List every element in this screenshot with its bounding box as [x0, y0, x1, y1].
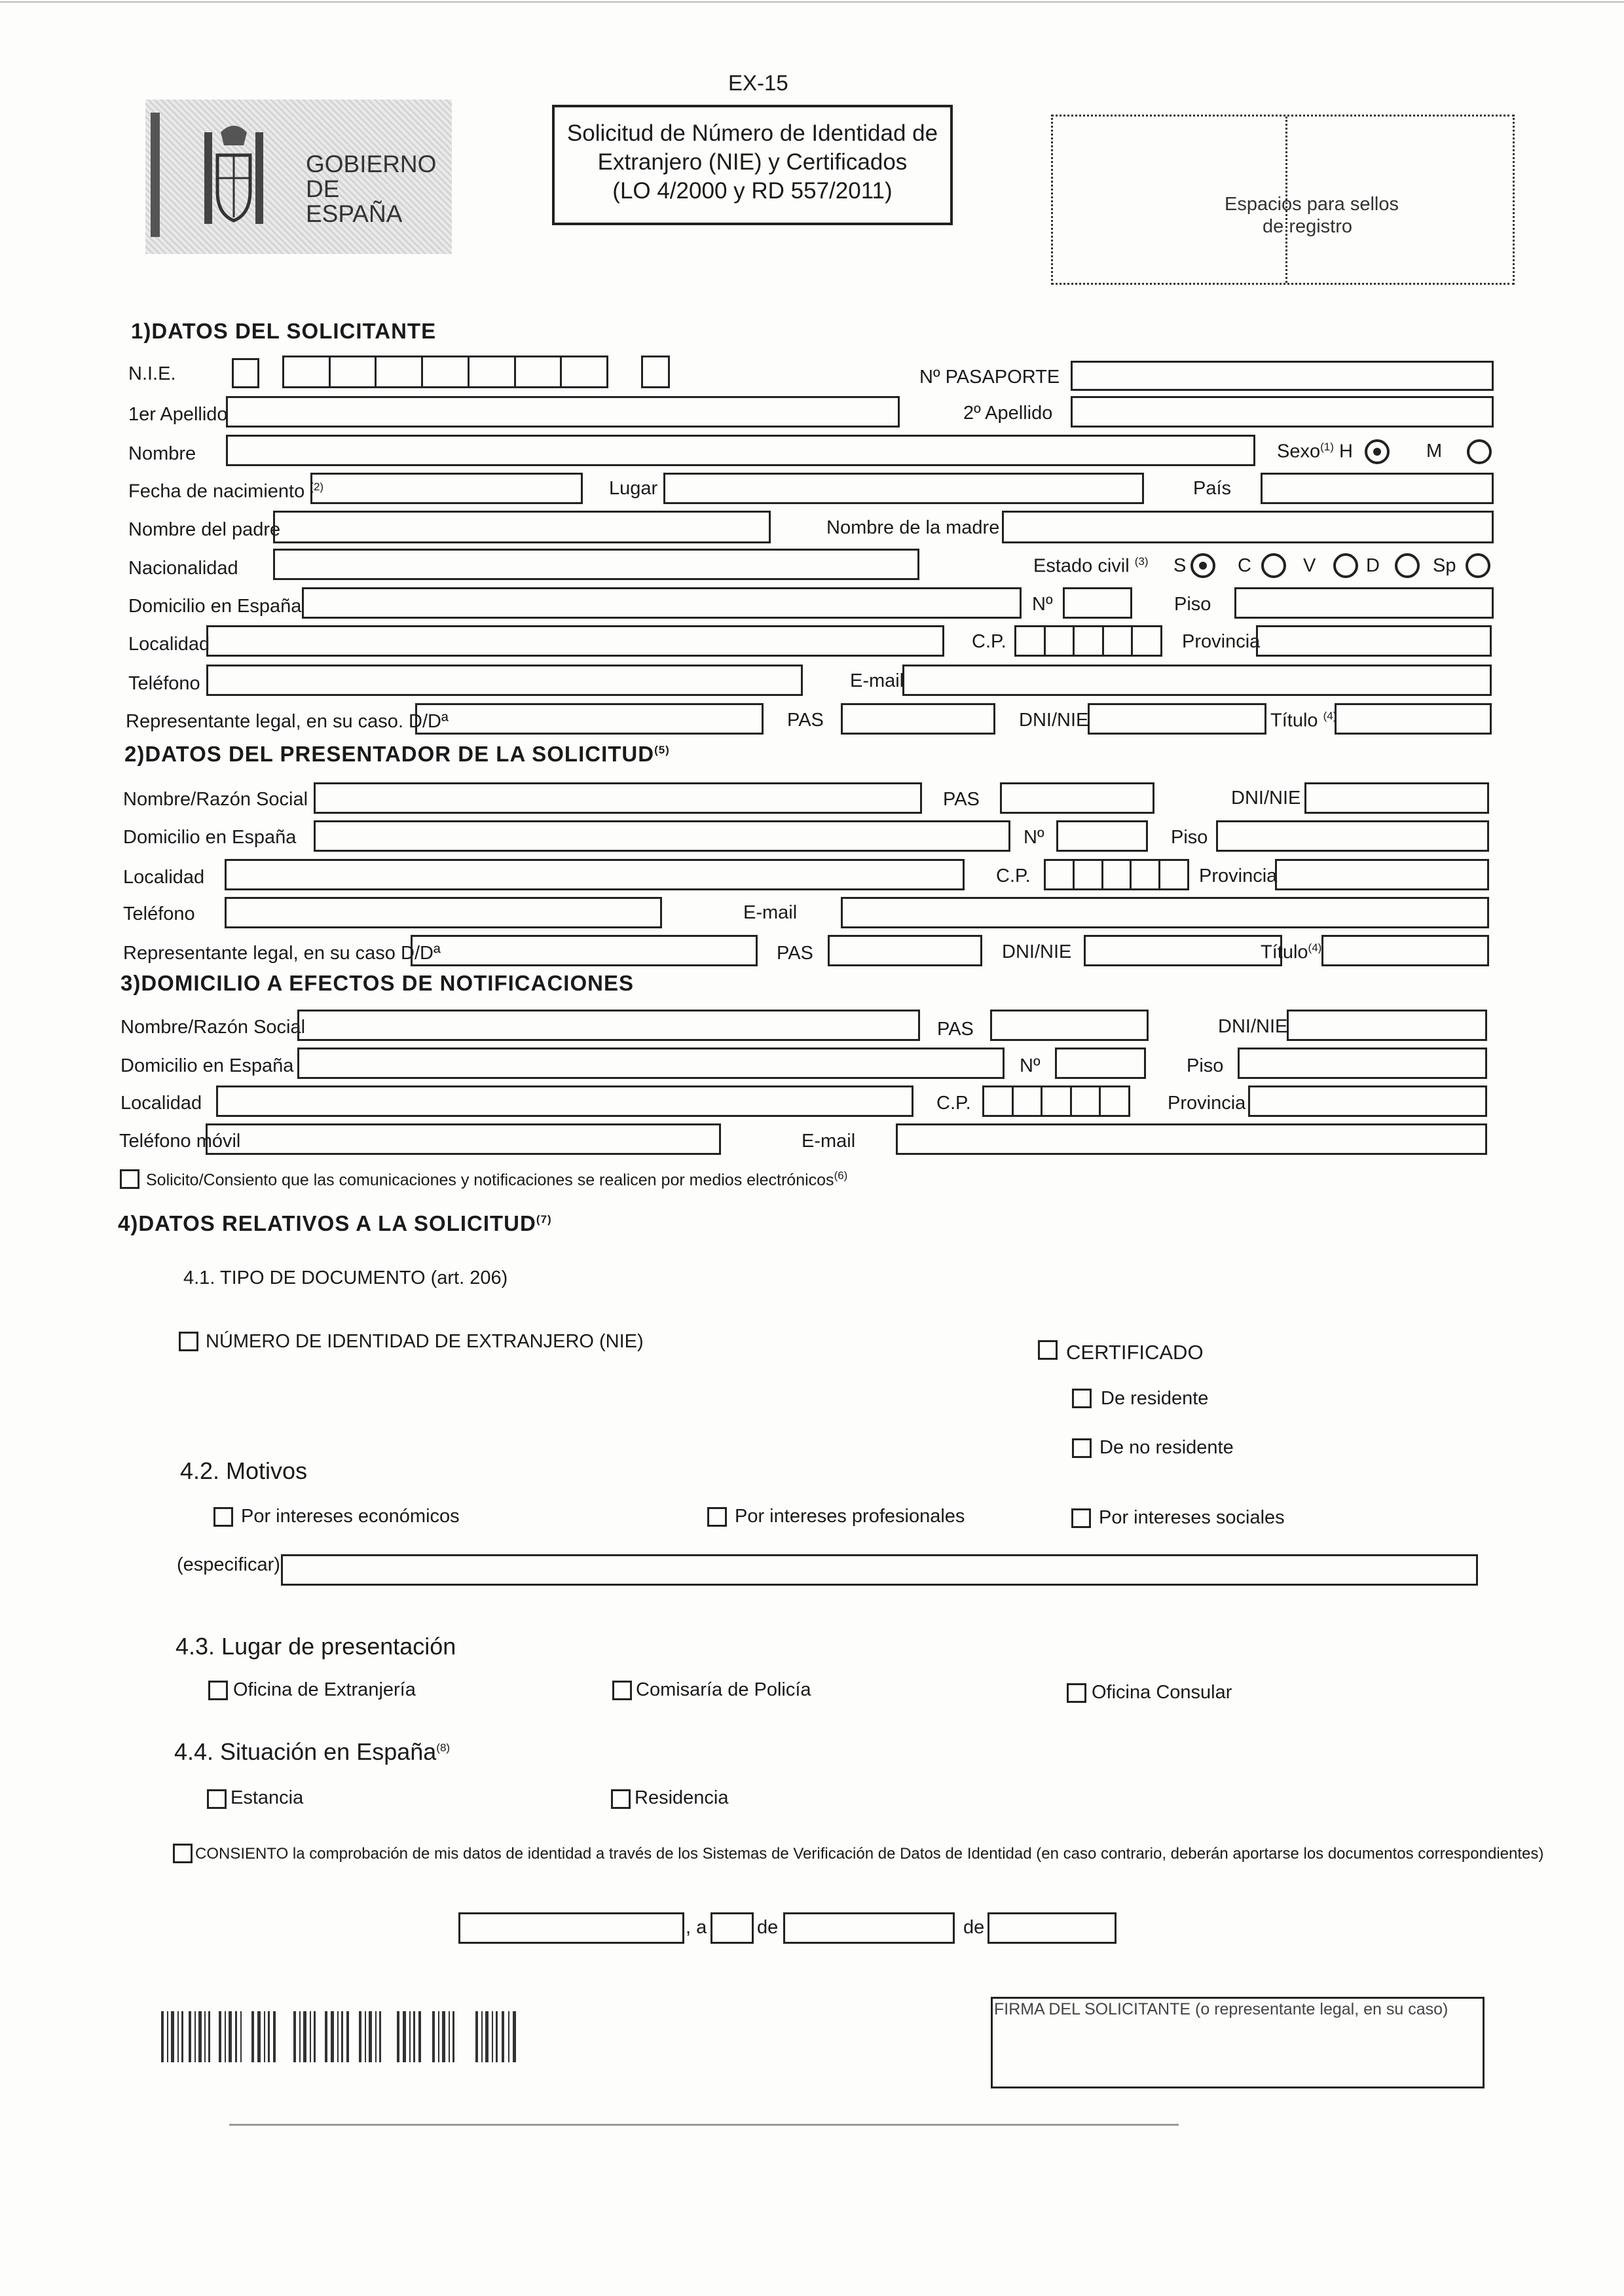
- fecha-label: Fecha de nacimiento $^{(2)}$: [128, 481, 324, 502]
- profesionales-checkbox[interactable]: [707, 1507, 727, 1527]
- no-residente-label: De no residente: [1099, 1437, 1234, 1458]
- estado-v-label: V: [1303, 555, 1316, 576]
- s2-email-label: E-mail: [743, 902, 798, 923]
- piso-label: Piso: [1174, 594, 1211, 615]
- section-3-title: 3)DOMICILIO A EFECTOS DE NOTIFICACIONES: [120, 971, 634, 995]
- s3-cp-field[interactable]: [982, 1085, 1130, 1117]
- s2-provincia-field[interactable]: [1275, 859, 1489, 890]
- nie-option-label: NÚMERO DE IDENTIDAD DE EXTRANJERO (NIE): [206, 1331, 644, 1352]
- provincia-field[interactable]: [1256, 625, 1492, 657]
- lugar-field[interactable]: [663, 473, 1144, 504]
- especificar-field[interactable]: [281, 1554, 1478, 1586]
- s2-dni-label: DNI/NIE: [1231, 788, 1301, 809]
- pasaporte-label: Nº PASAPORTE: [919, 367, 1060, 388]
- s3-nombre-field[interactable]: [297, 1010, 920, 1041]
- residente-checkbox[interactable]: [1072, 1389, 1092, 1408]
- nombre-field[interactable]: [226, 435, 1255, 466]
- sociales-label: Por intereses sociales: [1099, 1507, 1285, 1528]
- date-de1-label: de: [757, 1917, 779, 1938]
- date-day-field[interactable]: [710, 1912, 754, 1944]
- dni-field[interactable]: [1088, 703, 1266, 735]
- telefono-field[interactable]: [206, 665, 803, 696]
- madre-field[interactable]: [1002, 511, 1494, 543]
- fecha-field[interactable]: [310, 473, 583, 504]
- piso-field[interactable]: [1234, 587, 1494, 619]
- numero-field[interactable]: [1063, 587, 1132, 619]
- certificado-label: CERTIFICADO: [1066, 1341, 1204, 1364]
- bottom-rule: [229, 2124, 1179, 2126]
- s3-telefono-field[interactable]: [206, 1123, 721, 1155]
- s3-piso-label: Piso: [1187, 1055, 1224, 1076]
- domicilio-label: Domicilio en España: [128, 596, 302, 617]
- s3-pas-field[interactable]: [990, 1010, 1149, 1041]
- sexo-h-radio[interactable]: [1365, 439, 1390, 464]
- numero-label: Nº: [1032, 594, 1053, 615]
- estado-c-label: C: [1238, 555, 1251, 576]
- nacionalidad-label: Nacionalidad: [128, 558, 238, 579]
- s2-pas-label: PAS: [943, 789, 980, 810]
- logo: [145, 100, 452, 254]
- telefono-label: Teléfono: [128, 673, 200, 694]
- date-year-field[interactable]: [987, 1912, 1116, 1944]
- s2-dni-rep-label: DNI/NIE: [1002, 941, 1072, 962]
- s3-pas-label: PAS: [937, 1019, 974, 1040]
- pas-field[interactable]: [841, 703, 995, 735]
- nacionalidad-field[interactable]: [273, 549, 919, 580]
- s3-localidad-label: Localidad: [120, 1093, 202, 1114]
- apellido1-field[interactable]: [226, 396, 900, 428]
- s2-dni-rep-field[interactable]: [1084, 935, 1282, 966]
- s2-domicilio-field[interactable]: [314, 820, 1010, 852]
- s2-cp-label: C.P.: [996, 866, 1031, 886]
- date-de2-label: de: [963, 1917, 985, 1938]
- s3-numero-label: Nº: [1020, 1055, 1041, 1076]
- s2-dni-field[interactable]: [1304, 782, 1489, 814]
- s2-telefono-field[interactable]: [225, 897, 662, 928]
- comisaria-label: Comisaría de Policía: [636, 1679, 811, 1700]
- sociales-checkbox[interactable]: [1071, 1508, 1091, 1528]
- signature-box[interactable]: [991, 1997, 1485, 2088]
- domicilio-field[interactable]: [302, 587, 1022, 619]
- estado-civil-label: Estado civil $^{(3)}$: [1033, 555, 1149, 577]
- date-a-label: , a: [686, 1917, 707, 1938]
- s2-piso-field[interactable]: [1216, 820, 1489, 852]
- estancia-label: Estancia: [231, 1787, 304, 1808]
- dni-label: DNI/NIE: [1019, 710, 1089, 731]
- s2-numero-label: Nº: [1024, 827, 1044, 848]
- email-label: E-mail: [850, 670, 904, 691]
- titulo-field[interactable]: [1335, 703, 1492, 735]
- s2-numero-field[interactable]: [1056, 820, 1148, 852]
- tipo-documento-title: 4.1. TIPO DE DOCUMENTO (art. 206): [183, 1267, 508, 1288]
- pasaporte-field[interactable]: [1071, 361, 1494, 391]
- estado-c-radio[interactable]: [1261, 553, 1286, 578]
- estado-s-radio[interactable]: [1190, 553, 1215, 578]
- consular-checkbox[interactable]: [1067, 1683, 1086, 1703]
- estancia-checkbox[interactable]: [207, 1789, 227, 1809]
- comisaria-checkbox[interactable]: [612, 1681, 632, 1700]
- s2-pas-rep-field[interactable]: [828, 935, 982, 966]
- nie-number-field[interactable]: [282, 355, 608, 388]
- s3-numero-field[interactable]: [1055, 1048, 1146, 1079]
- s3-provincia-label: Provincia: [1168, 1093, 1246, 1114]
- s2-titulo-field[interactable]: [1321, 935, 1489, 966]
- estado-v-radio[interactable]: [1333, 553, 1358, 578]
- s3-domicilio-field[interactable]: [297, 1048, 1005, 1079]
- s2-email-field[interactable]: [841, 897, 1489, 928]
- nie-option-checkbox[interactable]: [179, 1332, 198, 1351]
- date-month-field[interactable]: [783, 1912, 955, 1944]
- pais-field[interactable]: [1261, 473, 1494, 504]
- s3-nombre-label: Nombre/Razón Social: [120, 1017, 306, 1038]
- s2-piso-label: Piso: [1171, 827, 1208, 848]
- extranjeria-label: Oficina de Extranjería: [233, 1679, 416, 1700]
- section-4-title: 4)DATOS RELATIVOS A LA SOLICITUD$^{(7)}$: [118, 1211, 552, 1235]
- sexo-m-label: M: [1426, 441, 1443, 462]
- logo-text: GOBIERNO DE ESPAÑA: [306, 151, 437, 227]
- cp-label: C.P.: [972, 631, 1006, 652]
- s3-telefono-label: Teléfono móvil: [119, 1131, 241, 1152]
- estado-d-label: D: [1366, 555, 1380, 576]
- apellido1-label: 1er Apellido: [128, 404, 228, 425]
- profesionales-label: Por intereses profesionales: [735, 1506, 965, 1527]
- s3-cp-label: C.P.: [936, 1093, 971, 1114]
- especificar-label: (especificar): [177, 1554, 280, 1575]
- pas-label: PAS: [787, 710, 824, 731]
- economicos-checkbox[interactable]: [213, 1507, 233, 1527]
- lugar-label: Lugar: [609, 478, 658, 499]
- section-1-title: 1)DATOS DEL SOLICITANTE: [131, 319, 437, 343]
- s3-email-field[interactable]: [896, 1123, 1487, 1155]
- nie-label: N.I.E.: [128, 363, 176, 384]
- titulo-label: Título $^{(4)}$: [1270, 710, 1337, 731]
- barcode: [161, 2010, 525, 2064]
- s2-pas-field[interactable]: [1000, 782, 1154, 814]
- provincia-label: Provincia: [1182, 631, 1261, 652]
- estado-d-radio[interactable]: [1395, 553, 1420, 578]
- s3-piso-field[interactable]: [1238, 1048, 1487, 1079]
- extranjeria-checkbox[interactable]: [208, 1681, 228, 1700]
- s2-nombre-field[interactable]: [314, 782, 922, 814]
- s2-localidad-label: Localidad: [123, 867, 205, 888]
- consiento-label: CONSIENTO la comprobación de mis datos de identidad a través de los Sistemas de Verificación de Datos de Identidad (en caso contrario, deberán aportarse los documentos correspondientes): [195, 1845, 1544, 1863]
- sexo-m-radio[interactable]: [1467, 439, 1492, 464]
- residente-label: De residente: [1101, 1388, 1209, 1409]
- s2-representante-field[interactable]: [411, 935, 758, 966]
- s3-dni-label: DNI/NIE: [1218, 1016, 1288, 1037]
- pais-label: País: [1193, 478, 1232, 499]
- s3-provincia-field[interactable]: [1248, 1085, 1487, 1117]
- apellido2-field[interactable]: [1071, 396, 1494, 428]
- localidad-label: Localidad: [128, 634, 210, 655]
- stamp-line-1: Espacios para sellos: [1225, 194, 1399, 215]
- s2-cp-field[interactable]: [1044, 859, 1189, 890]
- consular-label: Oficina Consular: [1092, 1682, 1232, 1703]
- s2-domicilio-label: Domicilio en España: [123, 827, 297, 848]
- nie-letter-field[interactable]: [232, 358, 259, 388]
- residencia-checkbox[interactable]: [611, 1789, 631, 1809]
- s3-electronic-consent-label: Solicito/Consiento que las comunicaciones y notificaciones se realicen por medios electrónicos$^{(6)}$: [146, 1169, 848, 1190]
- title-line-2: Extranjero (NIE) y Certificados: [597, 149, 908, 175]
- madre-label: Nombre de la madre: [826, 517, 1000, 538]
- residencia-label: Residencia: [635, 1787, 729, 1808]
- nie-control-field[interactable]: [641, 355, 670, 388]
- s2-pas-rep-label: PAS: [777, 943, 813, 964]
- sexo-label: Sexo$^{(1)}$ H: [1277, 441, 1353, 462]
- logo-bar: [151, 113, 160, 237]
- s2-nombre-label: Nombre/Razón Social: [123, 789, 308, 810]
- s2-provincia-label: Provincia: [1199, 866, 1278, 886]
- s2-telefono-label: Teléfono: [123, 903, 195, 924]
- coat-of-arms-icon: [198, 119, 270, 234]
- certificado-checkbox[interactable]: [1038, 1340, 1058, 1360]
- s2-representante-label: Representante legal, en su caso D/Dª: [123, 943, 441, 964]
- no-residente-checkbox[interactable]: [1072, 1438, 1092, 1458]
- s3-electronic-consent-checkbox[interactable]: [120, 1169, 139, 1189]
- s2-titulo-label: Título$^{(4)}$: [1261, 941, 1322, 963]
- s3-localidad-field[interactable]: [216, 1085, 913, 1117]
- title-line-1: Solicitud de Número de Identidad de: [566, 120, 938, 146]
- representante-label: Representante legal, en su caso. D/Dª: [126, 711, 449, 732]
- title-line-3: (LO 4/2000 y RD 557/2011): [612, 178, 893, 204]
- stamp-line-2: de registro: [1263, 216, 1353, 237]
- lugar-presentacion-title: 4.3. Lugar de presentación: [175, 1633, 456, 1660]
- registry-stamp-area: [1051, 115, 1515, 285]
- email-field[interactable]: [902, 665, 1492, 696]
- s3-dni-field[interactable]: [1287, 1010, 1487, 1041]
- localidad-field[interactable]: [206, 625, 944, 657]
- padre-field[interactable]: [273, 511, 771, 543]
- representante-field[interactable]: [415, 703, 764, 735]
- top-edge-line: [0, 1, 1624, 3]
- economicos-label: Por intereses económicos: [241, 1506, 460, 1527]
- apellido2-label: 2º Apellido: [963, 403, 1053, 424]
- s3-email-label: E-mail: [802, 1131, 856, 1152]
- date-place-field[interactable]: [458, 1912, 684, 1944]
- consiento-checkbox[interactable]: [173, 1844, 193, 1863]
- title-box: [552, 105, 953, 225]
- motivos-title: 4.2. Motivos: [180, 1457, 308, 1484]
- form-code: EX-15: [728, 71, 788, 95]
- section-2-title: 2)DATOS DEL PRESENTADOR DE LA SOLICITUD$^{(5)}$: [124, 742, 670, 766]
- nombre-label: Nombre: [128, 443, 196, 464]
- signature-label: FIRMA DEL SOLICITANTE (o representante legal, en su caso): [994, 2000, 1449, 2018]
- estado-s-label: S: [1173, 555, 1187, 576]
- situacion-title: 4.4. Situación en España$^{(8)}$: [174, 1738, 451, 1765]
- estado-sp-label: Sp: [1433, 555, 1456, 576]
- padre-label: Nombre del padre: [128, 519, 281, 540]
- estado-sp-radio[interactable]: [1466, 553, 1490, 578]
- s2-localidad-field[interactable]: [225, 859, 965, 890]
- s3-domicilio-label: Domicilio en España: [120, 1055, 294, 1076]
- cp-field[interactable]: [1014, 625, 1162, 657]
